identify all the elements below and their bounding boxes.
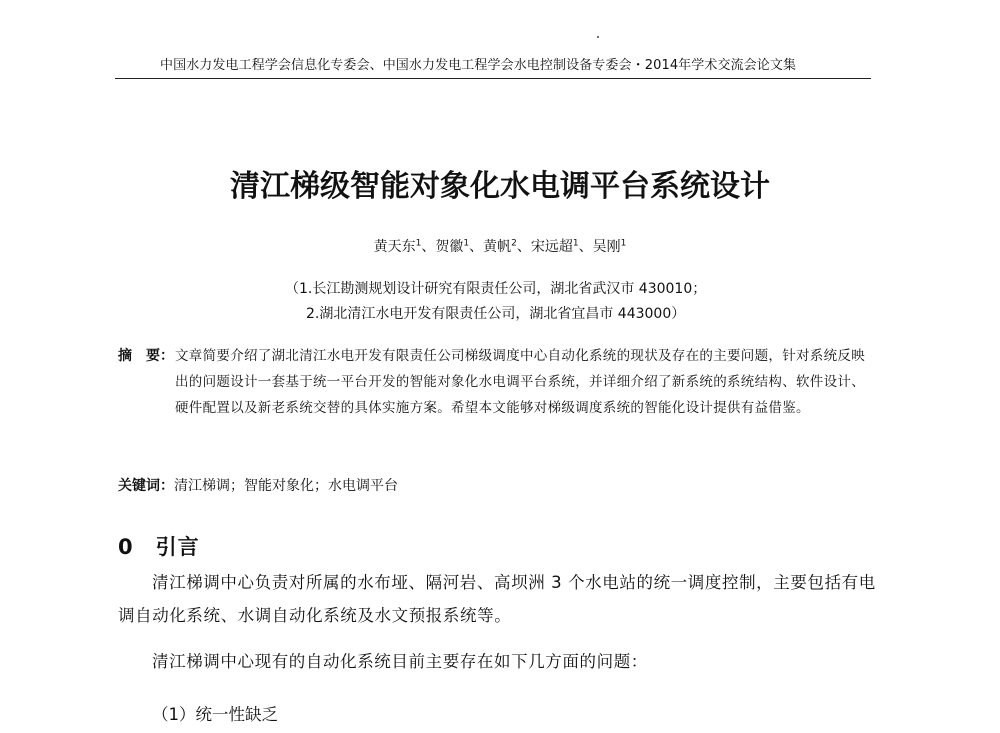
section-heading [118, 531, 200, 561]
author-name: 贺徽 [435, 239, 464, 255]
running-head: 中国水力发电工程学会信息化专委会、中国水力发电工程学会水电控制设备专委会・2014年学术交流会论文集 [160, 58, 797, 73]
section-number: 0 [118, 535, 134, 559]
author-separator: 、 [421, 239, 436, 255]
author-name: 宋远超 [530, 239, 573, 255]
author-name: 黄帆 [483, 239, 512, 255]
body-paragraph: 清江梯调中心现有的自动化系统目前主要存在如下几方面的问题： [152, 652, 648, 671]
scan-speck [597, 36, 599, 38]
keywords-line [118, 475, 398, 495]
author-affil-mark: 2 [511, 238, 517, 249]
body-paragraph: 清江梯调中心负责对所属的水布垭、隔河岩、高坝洲 3 个水电站的统一调度控制，主要包括有电调自动化系统、水调自动化系统及水文预报系统等。 [118, 573, 876, 625]
author-affil-mark: 1 [620, 238, 627, 249]
abstract-label: 摘 要： [118, 348, 174, 364]
author-name: 黄天东 [373, 239, 416, 255]
author-separator: 、 [578, 239, 593, 255]
keywords-label: 关键词： [118, 478, 174, 494]
abstract-text: 文章简要介绍了湖北清江水电开发有限责任公司梯级调度中心自动化系统的现状及存在的主要问题，针对系统反映出的问题设计一套基于统一平台开发的智能对象化水电调平台系统，并详细介绍了新系统的系统结构、软件设计、硬件配置以及新老系统交替的具体实施方案。希望本文能够对梯级调度系统的智能化设计提供有益借鉴。 [175, 348, 865, 416]
author-affil-mark: 1 [572, 238, 579, 249]
author-separator: 、 [516, 239, 531, 255]
author-separator: 、 [469, 239, 484, 255]
author-affil-mark: 1 [415, 238, 422, 249]
keywords-text: 清江梯调；智能对象化；水电调平台 [174, 478, 398, 494]
author-list [0, 236, 1000, 256]
author-affil-mark: 1 [463, 238, 470, 249]
paper-title: 清江梯级智能对象化水电调平台系统设计 [230, 169, 770, 204]
header-rule [115, 78, 871, 79]
affiliation-2: 2.湖北清江水电开发有限责任公司，湖北省宜昌市 443000） [306, 306, 686, 322]
section-title: 引言 [155, 535, 200, 559]
affiliation-1: （1.长江勘测规划设计研究有限责任公司，湖北省武汉市 430010； [285, 281, 707, 297]
list-item: （1）统一性缺乏 [152, 705, 278, 724]
author-name: 吴刚 [592, 239, 621, 255]
abstract-block [118, 343, 873, 421]
